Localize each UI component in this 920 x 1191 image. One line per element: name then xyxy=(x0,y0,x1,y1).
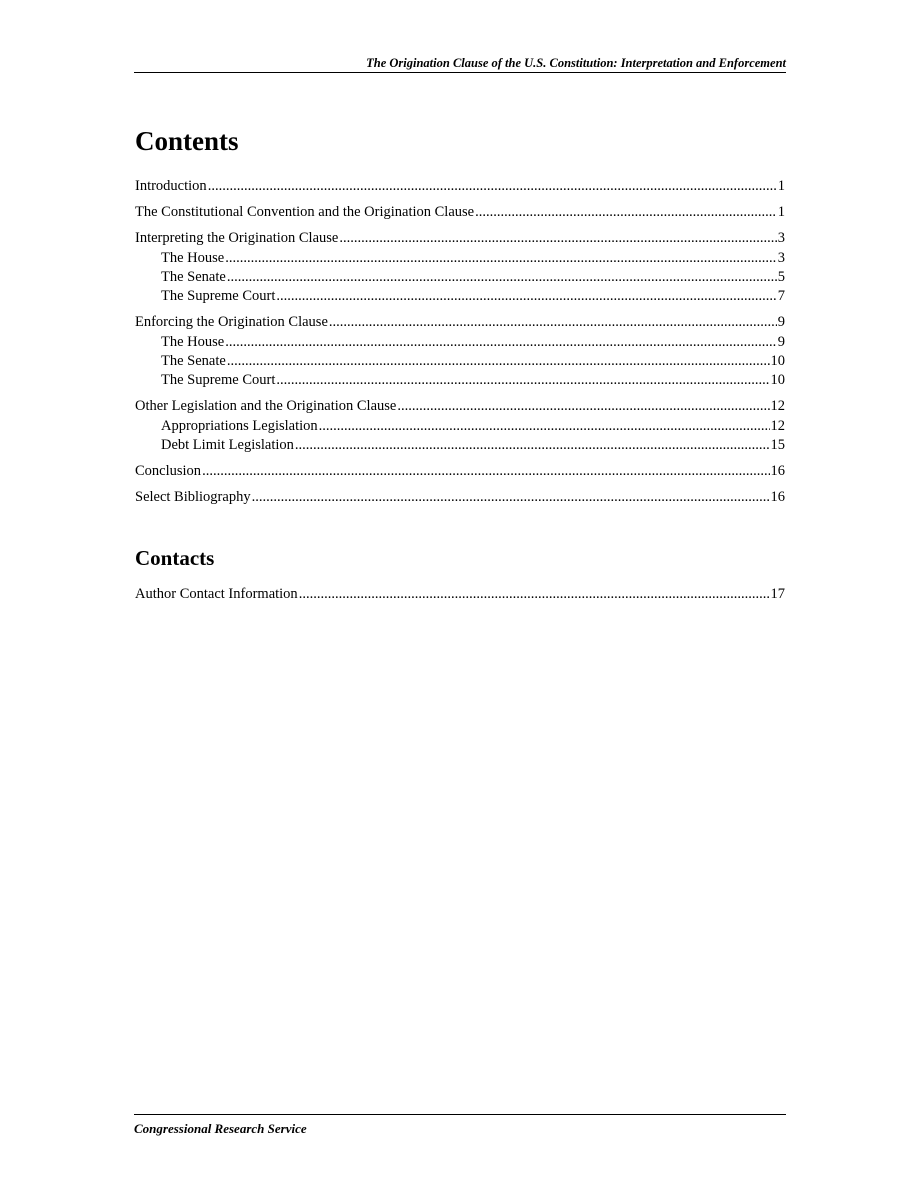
toc-entry-page: 9 xyxy=(777,314,785,330)
running-header: The Origination Clause of the U.S. Constitution: Interpretation and Enforcement xyxy=(134,54,786,73)
toc-subentry[interactable] xyxy=(135,249,785,268)
toc-entry-page: 12 xyxy=(770,418,785,434)
toc-entry[interactable] xyxy=(135,397,785,416)
toc-entry-page: 16 xyxy=(770,489,785,505)
toc-entry-page: 16 xyxy=(770,463,785,479)
dot-leader xyxy=(208,177,777,196)
dot-leader xyxy=(252,488,770,507)
dot-leader xyxy=(299,585,770,604)
dot-leader xyxy=(339,229,776,248)
toc-entry-title: Conclusion xyxy=(135,463,202,479)
toc-subentry[interactable] xyxy=(135,371,785,390)
dot-leader xyxy=(276,287,776,306)
dot-leader xyxy=(475,203,777,222)
toc-entry[interactable] xyxy=(135,229,785,248)
toc-entry-page: 9 xyxy=(777,334,785,350)
toc-entry-title: The House xyxy=(161,250,225,266)
toc-entry-title: The Supreme Court xyxy=(161,372,276,388)
toc-entry-title: The House xyxy=(161,334,225,350)
toc-entry-title: Enforcing the Origination Clause xyxy=(135,314,328,330)
toc-subentry[interactable] xyxy=(135,417,785,436)
contacts-list xyxy=(135,582,785,604)
dot-leader xyxy=(225,333,777,352)
toc-entry-page: 5 xyxy=(777,269,785,285)
dot-leader xyxy=(227,268,777,287)
toc-entry-title: The Senate xyxy=(161,269,226,285)
toc-entry-title: Select Bibliography xyxy=(135,489,251,505)
table-of-contents xyxy=(135,174,785,507)
toc-entry-page: 7 xyxy=(777,288,785,304)
toc-subentry[interactable] xyxy=(135,436,785,455)
toc-entry-title: Author Contact Information xyxy=(135,586,298,602)
toc-entry-page: 3 xyxy=(777,250,785,266)
dot-leader xyxy=(227,352,770,371)
dot-leader xyxy=(202,462,769,481)
dot-leader xyxy=(276,371,769,390)
toc-entry[interactable] xyxy=(135,488,785,507)
toc-entry-title: Interpreting the Origination Clause xyxy=(135,230,339,246)
toc-subentry[interactable] xyxy=(135,287,785,306)
toc-entry-page: 3 xyxy=(777,230,785,246)
toc-subentry[interactable] xyxy=(135,268,785,287)
toc-entry-title: Debt Limit Legislation xyxy=(161,437,294,453)
running-footer: Congressional Research Service xyxy=(134,1114,786,1138)
dot-leader xyxy=(295,436,770,455)
dot-leader xyxy=(329,313,777,332)
dot-leader xyxy=(397,397,769,416)
toc-entry[interactable] xyxy=(135,203,785,222)
toc-entry-title: Other Legislation and the Origination Clause xyxy=(135,398,397,414)
toc-entry[interactable] xyxy=(135,313,785,332)
toc-entry-title: Appropriations Legislation xyxy=(161,418,318,434)
toc-entry-page: 12 xyxy=(770,398,785,414)
toc-entry-page: 10 xyxy=(770,372,785,388)
toc-entry-title: The Senate xyxy=(161,353,226,369)
dot-leader xyxy=(225,249,777,268)
contents-heading: Contents xyxy=(135,126,239,156)
toc-entry[interactable] xyxy=(135,462,785,481)
toc-entry-title: The Supreme Court xyxy=(161,288,276,304)
contacts-heading: Contacts xyxy=(135,546,215,570)
toc-entry-page: 1 xyxy=(777,178,785,194)
dot-leader xyxy=(319,417,770,436)
toc-entry-title: The Constitutional Convention and the Origination Clause xyxy=(135,204,475,220)
toc-subentry[interactable] xyxy=(135,352,785,371)
toc-entry[interactable] xyxy=(135,177,785,196)
toc-entry-page: 1 xyxy=(777,204,785,220)
toc-subentry[interactable] xyxy=(135,333,785,352)
toc-entry-page: 15 xyxy=(770,437,785,453)
toc-entry[interactable] xyxy=(135,585,785,604)
toc-entry-page: 17 xyxy=(770,586,785,602)
toc-entry-title: Introduction xyxy=(135,178,207,194)
toc-entry-page: 10 xyxy=(770,353,785,369)
